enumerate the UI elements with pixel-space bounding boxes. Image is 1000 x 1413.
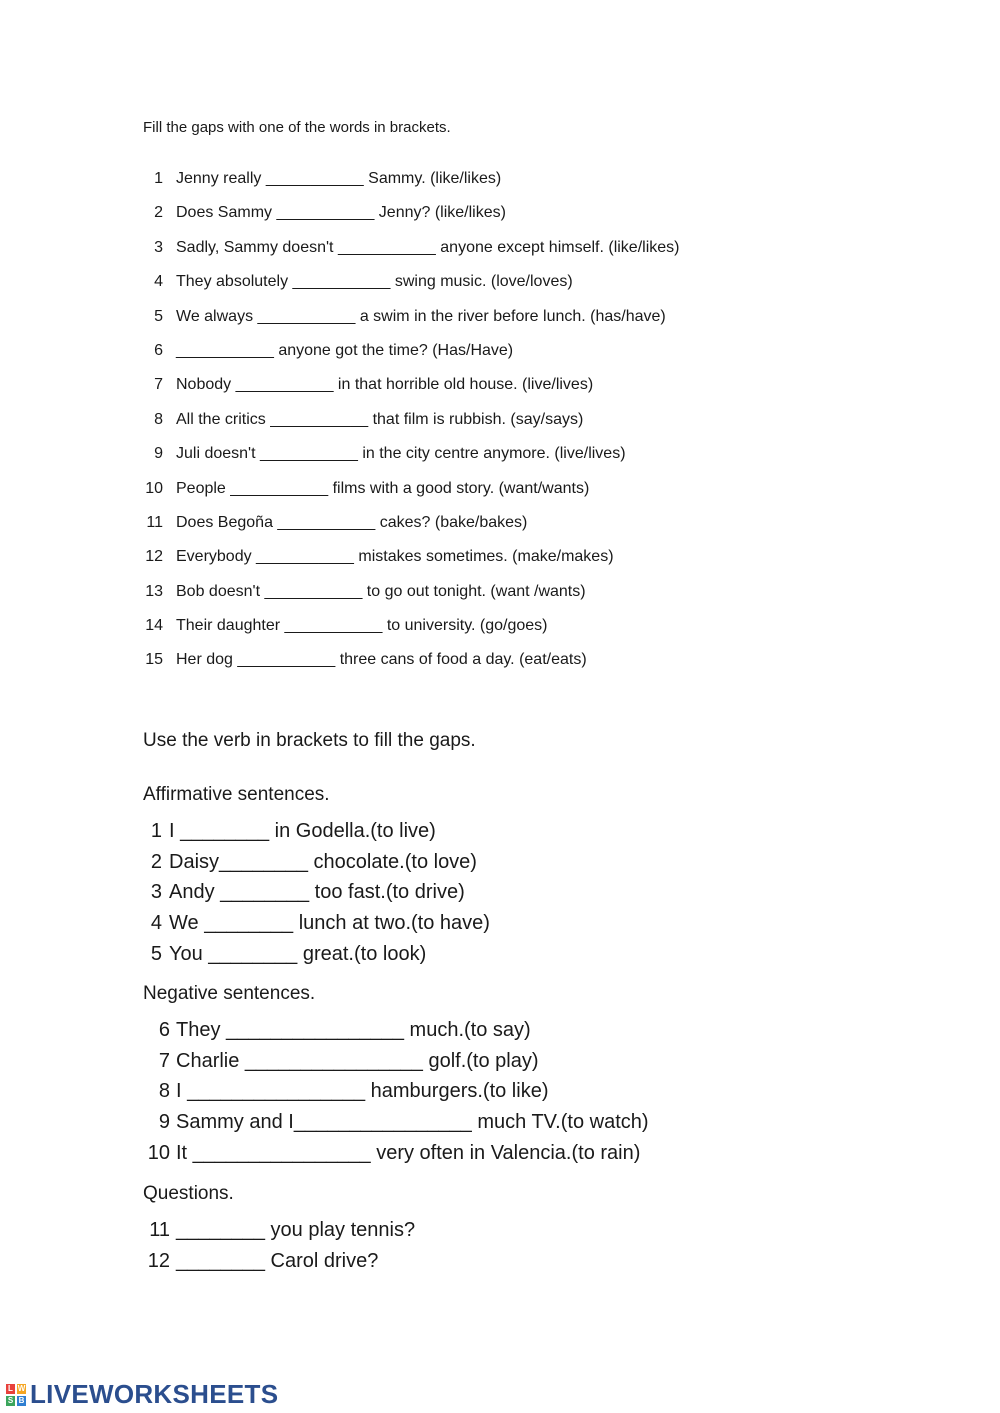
item-text: Their daughter ___________ to university. (go/goes) — [176, 617, 548, 635]
exercise-item — [146, 1080, 649, 1111]
logo-tile: S — [7, 1395, 14, 1405]
item-text: They ________________ much.(to say) — [176, 1019, 531, 1041]
logo-tile: B — [18, 1395, 25, 1405]
exercise-item — [143, 548, 679, 582]
item-text: Sammy and I________________ much TV.(to watch) — [176, 1111, 649, 1134]
item-number: 10 — [147, 1141, 170, 1164]
item-number: 12 — [147, 1249, 170, 1272]
exercise-item — [143, 376, 679, 410]
brand-name: LIVEWORKSHEETS — [30, 1379, 279, 1409]
exercise-item — [143, 308, 679, 342]
item-number: 15 — [145, 651, 163, 669]
exercise-item — [143, 342, 679, 376]
item-text: Juli doesn't ___________ in the city centre anymore. (live/lives) — [176, 445, 626, 463]
item-number: 2 — [154, 204, 163, 222]
item-text: ___________ anyone got the time? (Has/Have) — [176, 341, 514, 359]
exercise-item — [143, 204, 679, 238]
item-number: 2 — [150, 850, 162, 873]
logo-tile: L — [6, 1384, 15, 1394]
item-text: I ________ in Godella.(to live) — [169, 820, 436, 842]
item-number: 5 — [150, 942, 162, 965]
item-number: 11 — [149, 1219, 170, 1241]
item-text: They absolutely ___________ swing music. (love/loves) — [176, 273, 573, 291]
affirmative-list — [146, 820, 490, 973]
item-number: 9 — [154, 445, 163, 463]
exercise-item — [143, 583, 679, 617]
item-number: 1 — [154, 170, 163, 187]
item-text: Sadly, Sammy doesn't ___________ anyone except himself. (like/likes) — [176, 238, 680, 256]
item-text: Does Begoña ___________ cakes? (bake/bakes) — [176, 513, 528, 531]
item-text: Andy ________ too fast.(to drive) — [169, 881, 465, 904]
item-number: 10 — [145, 479, 163, 497]
exercise-item — [146, 820, 490, 851]
item-text: Bob doesn't ___________ to go out tonight. (want /wants) — [176, 582, 586, 600]
item-number: 9 — [158, 1111, 170, 1134]
exercise-item — [143, 651, 679, 685]
exercise-item — [143, 273, 679, 307]
exercise-item — [146, 943, 490, 974]
item-text: Does Sammy ___________ Jenny? (like/likes) — [176, 204, 506, 222]
exercise-item — [146, 1142, 649, 1173]
item-number: 8 — [154, 410, 163, 428]
item-number: 12 — [145, 548, 163, 566]
exercise-item — [146, 1111, 649, 1142]
item-number: 8 — [158, 1080, 170, 1103]
item-text: ________ you play tennis? — [176, 1219, 416, 1241]
item-number: 7 — [154, 376, 163, 394]
liveworksheets-logo — [6, 1379, 278, 1410]
exercise-item — [146, 1019, 649, 1050]
logo-tile: W — [17, 1383, 26, 1393]
item-number: 4 — [154, 273, 163, 291]
item-number: 11 — [146, 513, 163, 531]
affirmative-heading: Affirmative sentences. — [143, 784, 330, 805]
item-text: People ___________ films with a good story. (want/wants) — [176, 479, 590, 497]
item-text: We ________ lunch at two.(to have) — [169, 912, 490, 935]
questions-heading: Questions. — [143, 1183, 234, 1204]
exercise-item — [146, 1050, 649, 1081]
exercise-item — [143, 480, 679, 514]
item-text: Her dog ___________ three cans of food a day. (eat/eats) — [176, 651, 587, 669]
item-number: 3 — [154, 238, 163, 256]
item-number: 4 — [150, 912, 162, 935]
item-text: We always ___________ a swim in the river before lunch. (has/have) — [176, 307, 666, 325]
item-number: 13 — [145, 582, 163, 600]
exercise-item — [143, 617, 679, 651]
item-text: I ________________ hamburgers.(to like) — [176, 1080, 549, 1103]
exercise-item — [143, 514, 679, 548]
exercise-item — [143, 239, 679, 273]
exercise-item — [146, 1219, 415, 1250]
item-text: Jenny really ___________ Sammy. (like/likes) — [176, 170, 502, 187]
exercise-item — [146, 1250, 415, 1281]
item-text: Charlie ________________ golf.(to play) — [176, 1049, 539, 1072]
negative-heading: Negative sentences. — [143, 983, 316, 1004]
item-text: Everybody ___________ mistakes sometimes. (make/makes) — [176, 548, 614, 566]
item-text: It ________________ very often in Valencia.(to rain) — [176, 1141, 641, 1164]
item-number: 1 — [150, 820, 162, 842]
item-text: Nobody ___________ in that horrible old house. (live/lives) — [176, 376, 594, 394]
exercise-item — [146, 851, 490, 882]
item-number: 14 — [145, 617, 163, 635]
item-number: 7 — [158, 1049, 170, 1072]
item-text: All the critics ___________ that film is rubbish. (say/says) — [176, 410, 584, 428]
section2-title: Use the verb in brackets to fill the gaps. — [143, 730, 476, 751]
exercise-item — [143, 170, 679, 204]
negative-list — [146, 1019, 649, 1172]
exercise-item — [146, 912, 490, 943]
item-number: 6 — [154, 341, 163, 359]
exercise-item — [143, 445, 679, 479]
item-number: 6 — [158, 1019, 170, 1041]
section1-exercise-list — [143, 170, 679, 686]
section1-instruction: Fill the gaps with one of the words in brackets. — [143, 119, 451, 136]
item-text: ________ Carol drive? — [176, 1249, 379, 1272]
item-text: Daisy________ chocolate.(to love) — [169, 850, 477, 873]
questions-list — [146, 1219, 415, 1280]
logo-mark-icon — [6, 1384, 26, 1406]
exercise-item — [146, 881, 490, 912]
exercise-item — [143, 411, 679, 445]
item-number: 5 — [154, 307, 163, 325]
item-number: 3 — [150, 881, 162, 904]
item-text: You ________ great.(to look) — [169, 942, 427, 965]
